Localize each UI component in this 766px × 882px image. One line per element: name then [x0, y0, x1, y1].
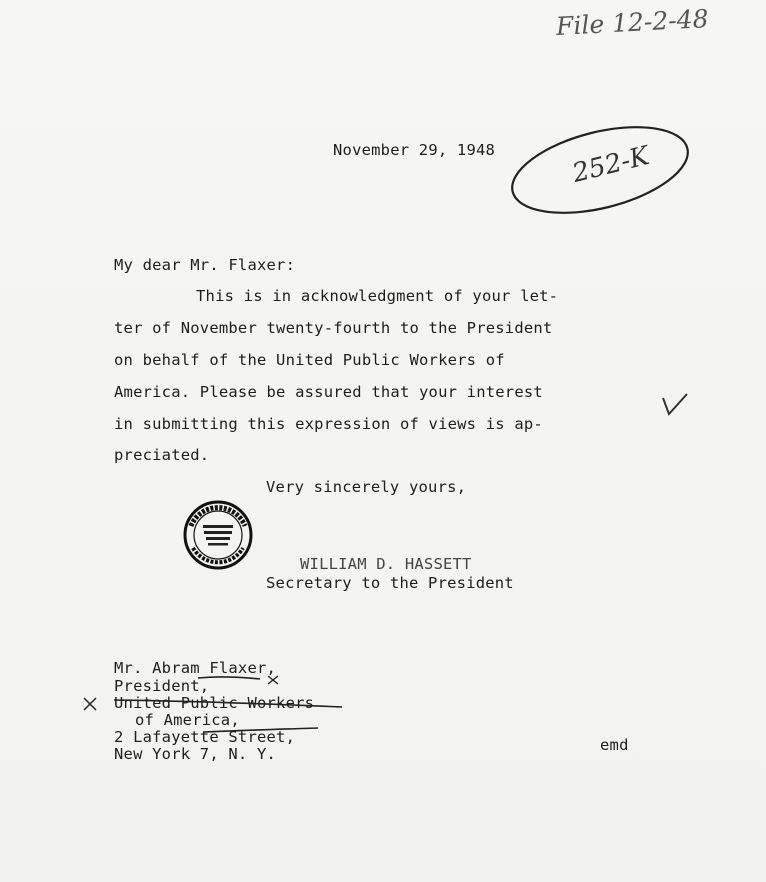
address-line: Mr. Abram Flaxer,	[114, 659, 277, 677]
body-line: America. Please be assured that your interest	[114, 383, 543, 401]
body-line: This is in acknowledgment of your let-	[196, 287, 559, 305]
body-line: in submitting this expression of views is ap-	[114, 415, 543, 433]
salutation: My dear Mr. Flaxer:	[114, 256, 296, 274]
archive-stamp-seal	[183, 500, 253, 570]
body-line: preciated.	[114, 446, 210, 464]
signer-name: WILLIAM D. HASSETT	[300, 555, 472, 573]
address-line: of America,	[135, 711, 240, 729]
body-line: on behalf of the United Public Workers of	[114, 351, 505, 369]
signer-title: Secretary to the President	[266, 574, 514, 592]
body-line: ter of November twenty-fourth to the President	[114, 319, 553, 337]
address-line: 2 Lafayette Street,	[114, 728, 296, 746]
letter-date: November 29, 1948	[333, 141, 496, 159]
handwritten-file-note: File 12-2-48	[555, 4, 710, 41]
typist-initials: emd	[600, 736, 629, 754]
handwritten-circled-code: 252-K	[569, 141, 653, 189]
address-line: New York 7, N. Y.	[114, 745, 277, 763]
check-mark-icon	[660, 392, 690, 418]
closing: Very sincerely yours,	[266, 478, 467, 496]
address-line: President,	[114, 677, 210, 695]
address-line: United Public Workers	[114, 694, 315, 712]
address-pen-marks	[80, 670, 350, 750]
